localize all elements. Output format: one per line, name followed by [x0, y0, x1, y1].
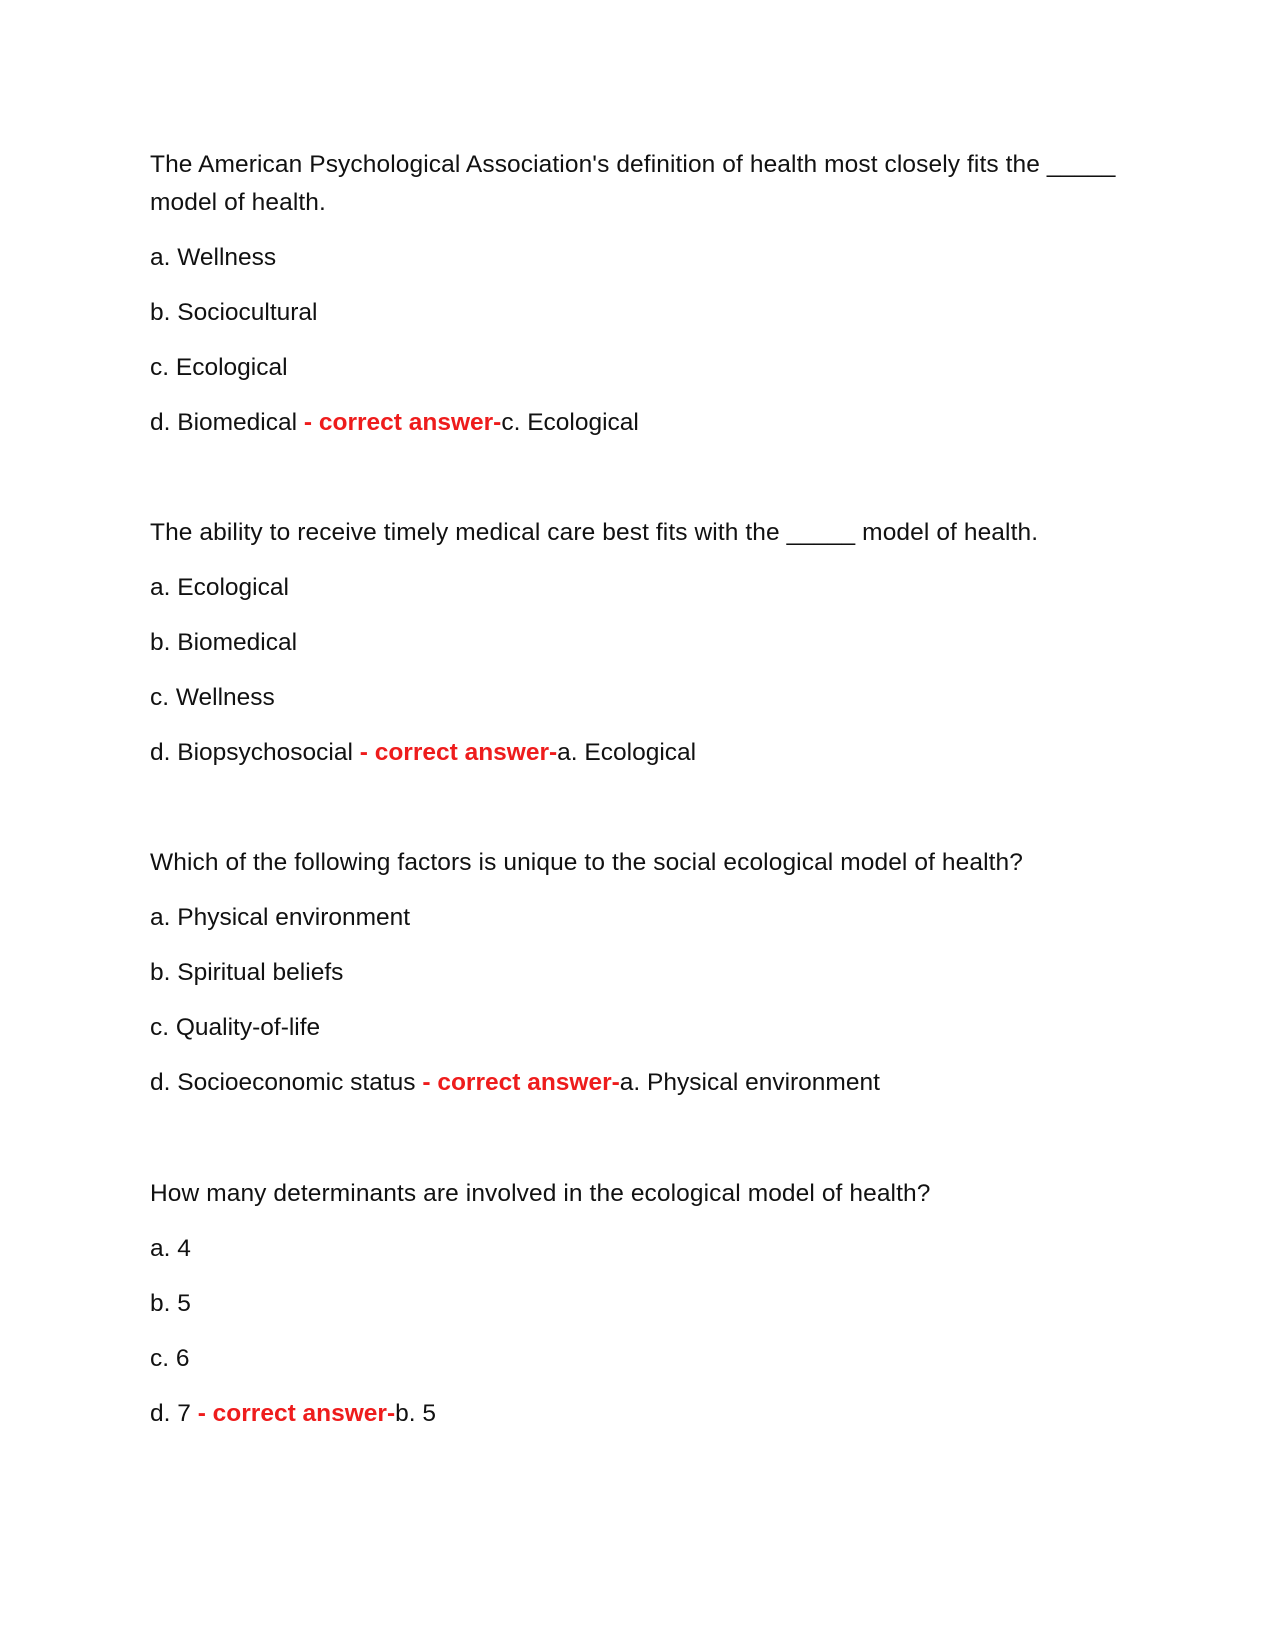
option-d: d. Biopsychosocial	[150, 739, 360, 766]
option-b: b. 5	[150, 1290, 191, 1317]
option-d: d. 7	[150, 1400, 198, 1427]
option-c: c. 6	[150, 1345, 190, 1372]
option-a: a. 4	[150, 1235, 191, 1262]
correct-answer-text: b. 5	[395, 1400, 436, 1427]
option-c: c. Wellness	[150, 684, 275, 711]
question-text: Which of the following factors is unique to the social ecological model of health?	[150, 849, 1023, 876]
correct-answer-marker: - correct answer-	[197, 1400, 396, 1427]
question-text: The American Psychological Association's definition of health most closely fits the _____ model of health.	[150, 151, 1116, 216]
correct-answer-text: a. Ecological	[557, 739, 697, 766]
option-d-with-answer	[150, 404, 1140, 442]
option-d: d. Socioeconomic status	[150, 1069, 423, 1096]
question-block-3	[150, 844, 1140, 1119]
option-c: c. Quality-of-life	[150, 1014, 321, 1041]
question-text: How many determinants are involved in the ecological model of health?	[150, 1180, 931, 1207]
option-b: b. Biomedical	[150, 629, 298, 656]
question-text: The ability to receive timely medical care best fits with the _____ model of health.	[150, 519, 1039, 546]
option-a: a. Physical environment	[150, 904, 411, 931]
question-block-2	[150, 514, 1140, 789]
option-d-with-answer	[150, 1064, 1140, 1102]
question-block-1	[150, 146, 1140, 459]
option-b: b. Spiritual beliefs	[150, 959, 344, 986]
correct-answer-marker: - correct answer-	[303, 409, 502, 436]
option-d-with-answer	[150, 734, 1140, 772]
option-a: a. Ecological	[150, 574, 289, 601]
option-b: b. Sociocultural	[150, 299, 318, 326]
option-d: d. Biomedical	[150, 409, 304, 436]
option-c: c. Ecological	[150, 354, 288, 381]
question-block-4	[150, 1175, 1140, 1450]
correct-answer-marker: - correct answer-	[359, 739, 558, 766]
option-d-with-answer	[150, 1395, 1140, 1433]
option-a: a. Wellness	[150, 244, 277, 271]
correct-answer-marker: - correct answer-	[422, 1069, 620, 1096]
correct-answer-text: a. Physical environment	[619, 1069, 880, 1096]
correct-answer-text: c. Ecological	[501, 409, 639, 436]
